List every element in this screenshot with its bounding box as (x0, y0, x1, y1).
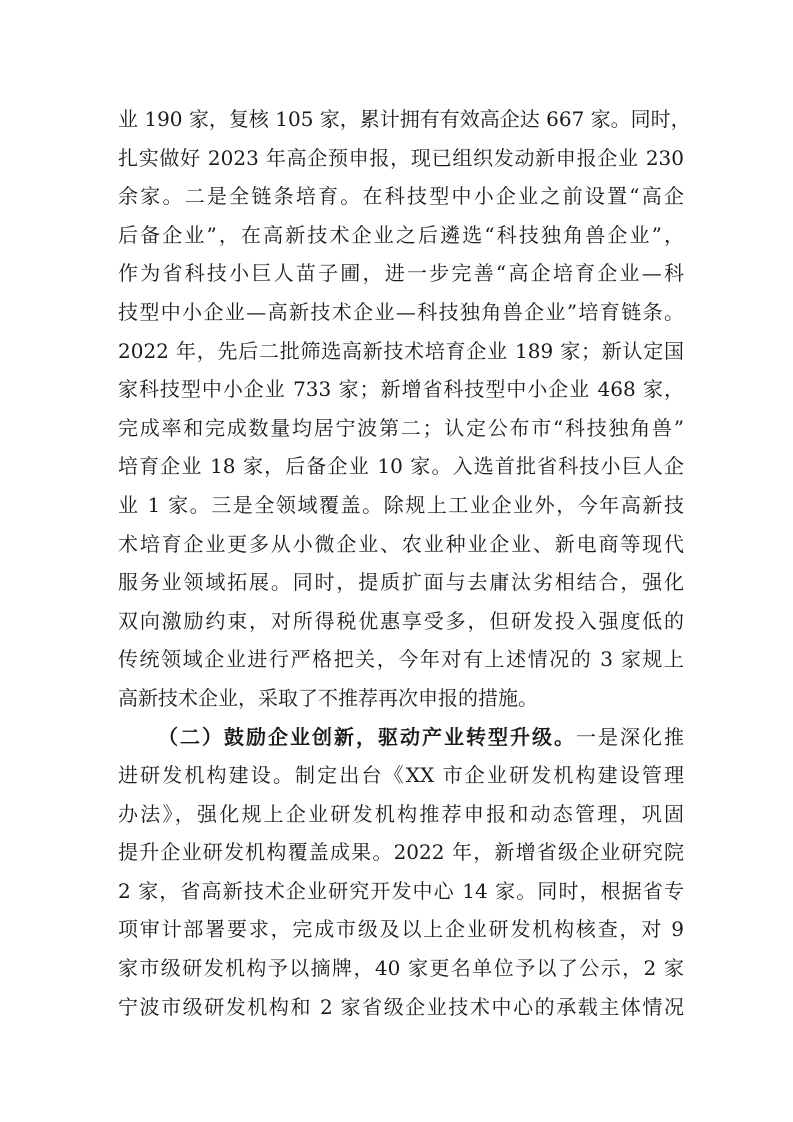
text-line: 传统领域企业进行严格把关，今年对有上述情况的 3 家规上 (118, 647, 684, 672)
text-line: 2 家，省高新技术企业研究开发中心 14 家。同时，根据省专 (118, 878, 684, 903)
text-line: 余家。二是全链条培育。在科技型中小企业之前设置“高企 (118, 184, 684, 209)
text-line: 业 190 家，复核 105 家，累计拥有有效高企达 667 家。同时， (118, 107, 691, 131)
body-text (118, 100, 691, 1026)
text-line: 术培育企业更多从小微企业、农业种业企业、新电商等现代 (118, 531, 684, 556)
text-line: 提升企业研发机构覆盖成果。2022 年，新增省级企业研究院 (118, 840, 684, 865)
text-line: 业 1 家。三是全领域覆盖。除规上工业企业外，今年高新技 (118, 492, 684, 517)
text-line: 服务业领域拓展。同时，提质扩面与去庸汰劣相结合，强化 (118, 570, 684, 595)
text-line: 双向激励约束，对所得税优惠享受多，但研发投入强度低的 (118, 608, 684, 633)
text-line: 高新技术企业，采取了不推荐再次申报的措施。 (118, 685, 538, 710)
text-line: 家市级研发机构予以摘牌，40 家更名单位予以了公示，2 家 (118, 956, 684, 981)
text-line: 办法》，强化规上企业研发机构推荐申报和动态管理，巩固 (118, 801, 684, 826)
text-line: 作为省科技小巨人苗子圃，进一步完善“高企培育企业—科 (118, 261, 684, 286)
section-heading-line (118, 718, 684, 757)
section-heading: （二）鼓励企业创新，驱动产业转型升级。 (158, 724, 576, 749)
text-line: 完成率和完成数量均居宁波第二；认定公布市“科技独角兽” (118, 415, 684, 440)
text-line: 培育企业 18 家，后备企业 10 家。入选首批省科技小巨人企 (118, 454, 684, 479)
text-line: 家科技型中小企业 733 家；新增省科技型中小企业 468 家， (118, 377, 684, 402)
text-run: 一是深化推 (576, 724, 684, 749)
text-line: 宁波市级研发机构和 2 家省级企业技术中心的承载主体情况 (118, 994, 684, 1019)
text-line: 项审计部署要求，完成市级及以上企业研发机构核查，对 9 (118, 917, 684, 942)
text-line: 2022 年，先后二批筛选高新技术培育企业 189 家；新认定国 (118, 338, 684, 363)
text-line: 后备企业”，在高新技术企业之后遴选“科技独角兽企业”， (118, 222, 684, 247)
text-line: 扎实做好 2023 年高企预申报，现已组织发动新申报企业 230 (118, 145, 684, 170)
text-line: 进研发机构建设。制定出台《XX 市企业研发机构建设管理 (118, 763, 684, 788)
text-line: 技型中小企业—高新技术企业—科技独角兽企业”培育链条。 (118, 299, 684, 324)
